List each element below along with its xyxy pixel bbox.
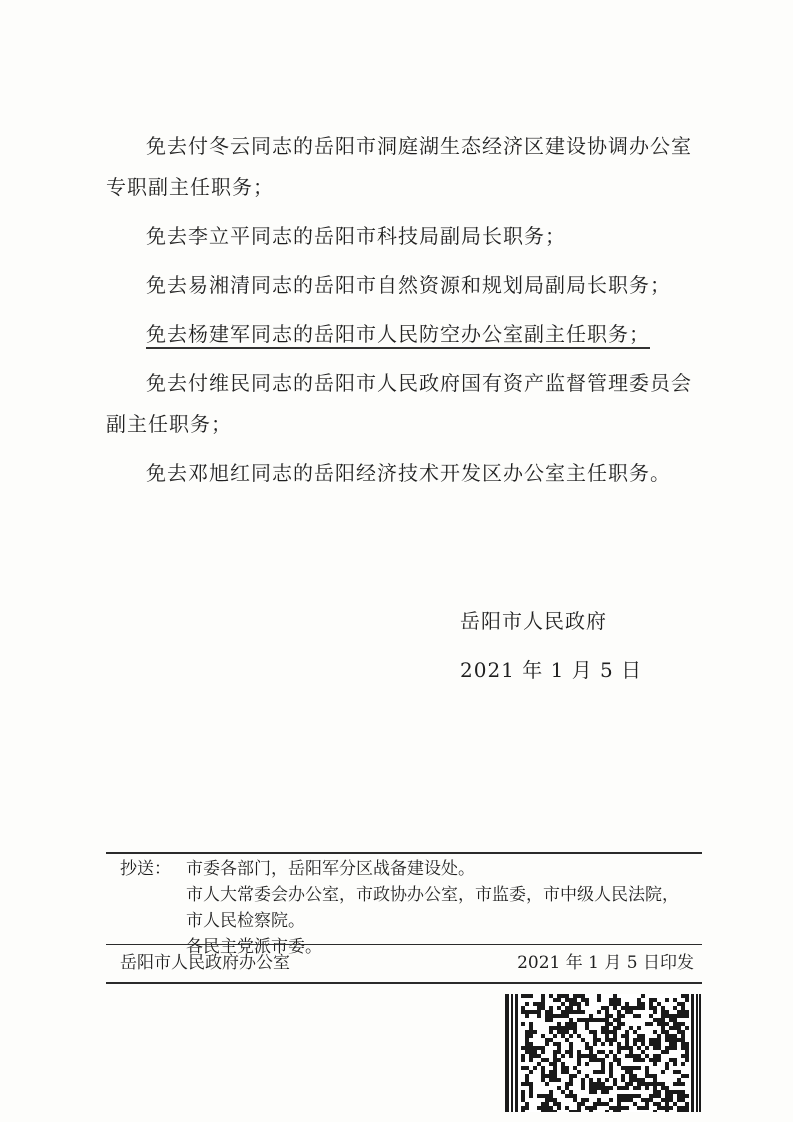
paragraph: 免去易湘清同志的岳阳市自然资源和规划局副局长职务； — [146, 273, 671, 297]
paragraph: 免去李立平同志的岳阳市科技局副局长职务； — [146, 224, 566, 248]
footer-printed-date: 2021 年 1 月 5 日印发 — [517, 953, 694, 973]
cc-line: 各民主党派市委。 — [186, 937, 322, 957]
signature-block — [460, 605, 642, 683]
barcode-icon — [505, 994, 701, 1112]
footer-issuer: 岳阳市人民政府办公室 — [120, 953, 290, 973]
cc-line: 市人民检察院。 — [186, 911, 305, 931]
footer-divider — [106, 944, 702, 945]
underlined-text: 免去杨建军同志的岳阳市人民防空办公室副主任职务； — [146, 322, 650, 346]
footer — [106, 950, 702, 976]
signature-date: 2021 年 1 月 5 日 — [460, 658, 643, 682]
cc-label: 抄送： — [120, 859, 171, 879]
paragraph: 免去付维民同志的岳阳市人民政府国有资产监督管理委员会副主任职务； — [106, 371, 692, 436]
paragraph — [106, 314, 692, 355]
cc-line: 市人大常委会办公室，市政协办公室，市监委，市中级人民法院， — [186, 885, 679, 905]
footer-bottom-divider — [106, 982, 702, 984]
signature-org: 岳阳市人民政府 — [460, 609, 607, 633]
cc-line: 市委各部门，岳阳军分区战备建设处。 — [186, 859, 475, 879]
paragraph: 免去付冬云同志的岳阳市洞庭湖生态经济区建设协调办公室专职副主任职务； — [106, 134, 692, 199]
document-body — [106, 126, 692, 502]
paragraph: 免去邓旭红同志的岳阳经济技术开发区办公室主任职务。 — [146, 461, 671, 485]
